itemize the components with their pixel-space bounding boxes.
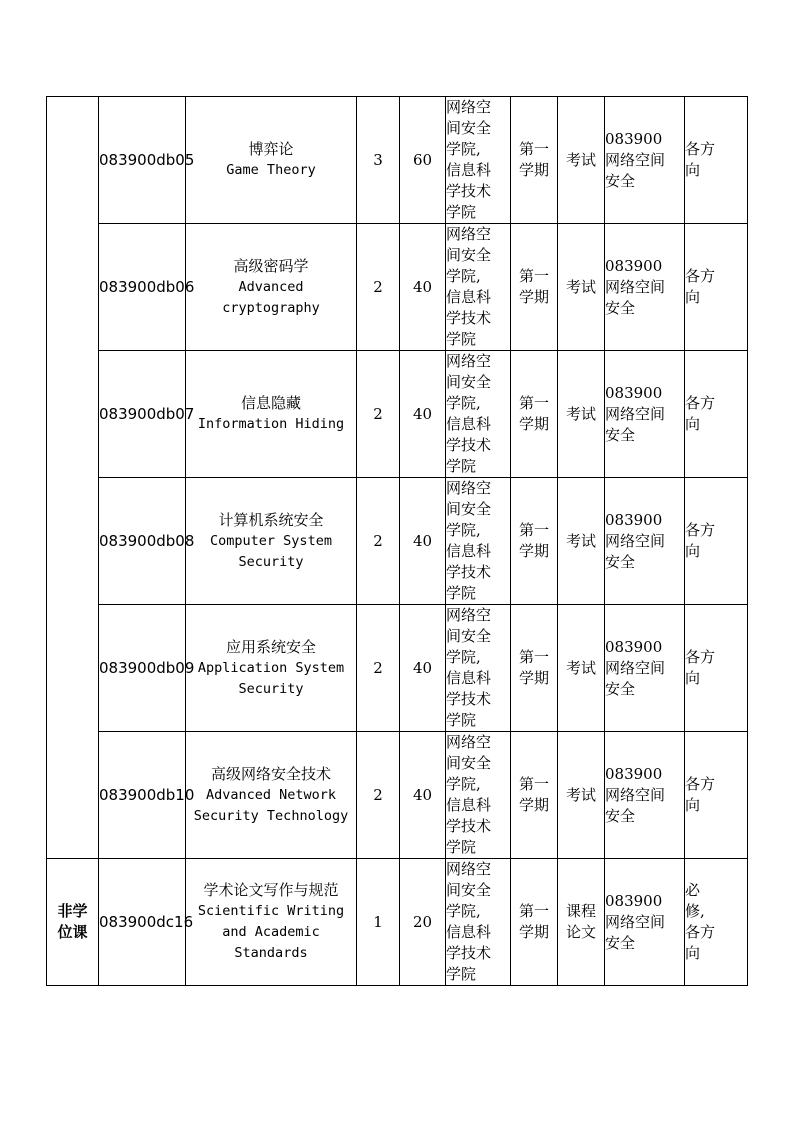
department-line: 信息科 bbox=[446, 288, 492, 306]
course-name-en: Security bbox=[238, 553, 304, 570]
major-line: 安全 bbox=[605, 933, 636, 952]
table-row bbox=[47, 732, 748, 859]
course-name-en: Standards bbox=[234, 945, 308, 961]
category-cell-empty bbox=[47, 97, 99, 859]
department bbox=[446, 859, 511, 986]
hours: 60 bbox=[400, 97, 446, 224]
category-line: 位课 bbox=[57, 923, 88, 941]
department bbox=[446, 224, 511, 351]
exam-type bbox=[558, 224, 605, 351]
exam-line: 考试 bbox=[565, 404, 596, 423]
major bbox=[605, 97, 685, 224]
table-row bbox=[47, 605, 748, 732]
course-name bbox=[186, 224, 357, 351]
major bbox=[605, 605, 685, 732]
course-name bbox=[186, 859, 357, 986]
course-name bbox=[186, 351, 357, 478]
major-line: 安全 bbox=[605, 552, 636, 571]
table-row bbox=[47, 478, 748, 605]
department-line: 学院, bbox=[446, 902, 481, 920]
semester-line: 第一 bbox=[518, 521, 549, 539]
credits: 2 bbox=[357, 351, 400, 478]
direction-line: 必 bbox=[685, 881, 701, 899]
department-line: 学技术 bbox=[446, 436, 492, 454]
direction-line: 向 bbox=[685, 288, 701, 306]
department-line: 信息科 bbox=[446, 669, 492, 687]
semester-line: 学期 bbox=[518, 669, 549, 687]
course-name-en: Game Theory bbox=[226, 162, 316, 178]
major-line: 083900 bbox=[605, 510, 663, 529]
department-line: 网络空 bbox=[446, 860, 492, 878]
direction bbox=[685, 732, 748, 859]
major-line: 安全 bbox=[605, 298, 636, 317]
major-line: 网络空间 bbox=[605, 277, 666, 296]
major-line: 083900 bbox=[605, 891, 663, 910]
credits: 2 bbox=[357, 478, 400, 605]
major-line: 安全 bbox=[605, 806, 636, 825]
exam-line: 考试 bbox=[565, 150, 596, 169]
course-name-en: Security bbox=[238, 680, 304, 697]
exam-line: 考试 bbox=[565, 785, 596, 804]
table-row bbox=[47, 97, 748, 224]
department-line: 学院, bbox=[446, 140, 481, 158]
direction-line: 各方 bbox=[685, 267, 716, 285]
department-line: 网络空 bbox=[446, 733, 492, 751]
direction-line: 各方 bbox=[685, 923, 716, 941]
exam-line: 论文 bbox=[565, 923, 596, 941]
major-line: 网络空间 bbox=[605, 150, 666, 169]
semester bbox=[511, 605, 558, 732]
credits: 3 bbox=[357, 97, 400, 224]
semester bbox=[511, 97, 558, 224]
course-name bbox=[186, 97, 357, 224]
department-line: 网络空 bbox=[446, 352, 492, 370]
course-name-cn: 信息隐藏 bbox=[240, 394, 301, 412]
department-line: 学院 bbox=[446, 584, 477, 602]
major bbox=[605, 478, 685, 605]
course-name-en: cryptography bbox=[222, 299, 320, 316]
semester bbox=[511, 859, 558, 986]
major-line: 083900 bbox=[605, 256, 663, 275]
direction-line: 各方 bbox=[685, 648, 716, 666]
course-name-en: and Academic bbox=[222, 924, 320, 940]
exam-line: 考试 bbox=[565, 531, 596, 550]
department-line: 间安全 bbox=[446, 627, 492, 645]
department-line: 信息科 bbox=[446, 161, 492, 179]
course-name bbox=[186, 478, 357, 605]
direction bbox=[685, 859, 748, 986]
course-code: 083900db06 bbox=[99, 224, 186, 351]
direction bbox=[685, 224, 748, 351]
department-line: 学技术 bbox=[446, 309, 492, 327]
exam-line: 考试 bbox=[565, 658, 596, 677]
major-line: 安全 bbox=[605, 171, 636, 190]
department-line: 学院 bbox=[446, 965, 477, 983]
major bbox=[605, 732, 685, 859]
course-name-en: Application System bbox=[197, 659, 345, 676]
course-code: 083900dc16 bbox=[99, 859, 186, 986]
exam-type bbox=[558, 97, 605, 224]
department-line: 学院, bbox=[446, 394, 481, 412]
course-name-cn: 高级网络安全技术 bbox=[210, 764, 331, 783]
credits: 2 bbox=[357, 224, 400, 351]
department bbox=[446, 478, 511, 605]
department bbox=[446, 732, 511, 859]
department-line: 学院 bbox=[446, 457, 477, 475]
course-name-cn: 学术论文写作与规范 bbox=[203, 881, 339, 899]
direction bbox=[685, 97, 748, 224]
major-line: 安全 bbox=[605, 679, 636, 698]
course-name-en: Computer System bbox=[210, 532, 332, 549]
major-line: 网络空间 bbox=[605, 404, 666, 423]
category-non-degree bbox=[47, 859, 99, 986]
department-line: 网络空 bbox=[446, 606, 492, 624]
major-line: 网络空间 bbox=[605, 785, 666, 804]
semester bbox=[511, 351, 558, 478]
direction-line: 各方 bbox=[685, 775, 716, 793]
major-line: 083900 bbox=[605, 383, 663, 402]
department-line: 网络空 bbox=[446, 479, 492, 497]
course-name-cn: 高级密码学 bbox=[233, 256, 309, 275]
course-name-en: Advanced bbox=[238, 278, 304, 295]
department-line: 学技术 bbox=[446, 182, 492, 200]
course-table bbox=[46, 96, 748, 986]
course-name-en: Scientific Writing bbox=[197, 903, 345, 919]
direction-line: 向 bbox=[685, 542, 701, 560]
hours: 20 bbox=[400, 859, 446, 986]
department-line: 间安全 bbox=[446, 754, 492, 772]
major bbox=[605, 859, 685, 986]
semester-line: 学期 bbox=[518, 542, 549, 560]
direction-line: 向 bbox=[685, 669, 701, 687]
department-line: 信息科 bbox=[446, 923, 492, 941]
exam-line: 课程 bbox=[565, 902, 596, 920]
department-line: 学院 bbox=[446, 711, 477, 729]
semester-line: 第一 bbox=[518, 648, 549, 666]
direction-line: 各方 bbox=[685, 521, 716, 539]
table-row bbox=[47, 351, 748, 478]
table-row bbox=[47, 224, 748, 351]
department-line: 间安全 bbox=[446, 119, 492, 137]
direction-line: 向 bbox=[685, 796, 701, 814]
exam-type bbox=[558, 605, 605, 732]
hours: 40 bbox=[400, 478, 446, 605]
course-name-cn: 博弈论 bbox=[248, 140, 294, 158]
hours: 40 bbox=[400, 351, 446, 478]
department-line: 间安全 bbox=[446, 500, 492, 518]
course-name-cn: 计算机系统安全 bbox=[218, 510, 324, 529]
semester-line: 第一 bbox=[518, 140, 549, 158]
department-line: 间安全 bbox=[446, 373, 492, 391]
semester-line: 学期 bbox=[518, 796, 549, 814]
major bbox=[605, 224, 685, 351]
course-name bbox=[186, 732, 357, 859]
department-line: 学院, bbox=[446, 775, 481, 793]
semester-line: 学期 bbox=[518, 288, 549, 306]
direction-line: 各方 bbox=[685, 394, 716, 412]
course-code: 083900db05 bbox=[99, 97, 186, 224]
course-code: 083900db07 bbox=[99, 351, 186, 478]
credits: 2 bbox=[357, 732, 400, 859]
semester-line: 第一 bbox=[518, 267, 549, 285]
department-line: 学院 bbox=[446, 330, 477, 348]
semester-line: 学期 bbox=[518, 923, 549, 941]
hours: 40 bbox=[400, 605, 446, 732]
exam-line: 考试 bbox=[565, 277, 596, 296]
major bbox=[605, 351, 685, 478]
course-name bbox=[186, 605, 357, 732]
course-name-cn: 应用系统安全 bbox=[225, 637, 316, 656]
department bbox=[446, 97, 511, 224]
department-line: 学院, bbox=[446, 521, 481, 539]
exam-type bbox=[558, 859, 605, 986]
major-line: 083900 bbox=[605, 637, 663, 656]
department-line: 学技术 bbox=[446, 563, 492, 581]
department-line: 网络空 bbox=[446, 98, 492, 116]
department-line: 学技术 bbox=[446, 817, 492, 835]
direction bbox=[685, 605, 748, 732]
major-line: 网络空间 bbox=[605, 531, 666, 550]
semester-line: 第一 bbox=[518, 775, 549, 793]
department-line: 间安全 bbox=[446, 881, 492, 899]
major-line: 083900 bbox=[605, 764, 663, 783]
credits: 2 bbox=[357, 605, 400, 732]
direction bbox=[685, 478, 748, 605]
credits: 1 bbox=[357, 859, 400, 986]
course-name-en: Advanced Network bbox=[205, 786, 337, 803]
department-line: 信息科 bbox=[446, 415, 492, 433]
course-code: 083900db09 bbox=[99, 605, 186, 732]
course-code: 083900db08 bbox=[99, 478, 186, 605]
department-line: 学院, bbox=[446, 648, 481, 666]
department bbox=[446, 605, 511, 732]
category-line: 非学 bbox=[57, 902, 88, 920]
semester-line: 第一 bbox=[518, 902, 549, 920]
direction-line: 各方 bbox=[685, 140, 716, 158]
semester bbox=[511, 732, 558, 859]
direction-line: 向 bbox=[685, 161, 701, 179]
department-line: 信息科 bbox=[446, 796, 492, 814]
exam-type bbox=[558, 478, 605, 605]
semester-line: 学期 bbox=[518, 415, 549, 433]
department-line: 学院 bbox=[446, 838, 477, 856]
department-line: 学院, bbox=[446, 267, 481, 285]
course-code: 083900db10 bbox=[99, 732, 186, 859]
direction bbox=[685, 351, 748, 478]
major-line: 安全 bbox=[605, 425, 636, 444]
major-line: 083900 bbox=[605, 129, 663, 148]
major-line: 网络空间 bbox=[605, 912, 666, 931]
semester-line: 学期 bbox=[518, 161, 549, 179]
department-line: 学院 bbox=[446, 203, 477, 221]
department-line: 学技术 bbox=[446, 944, 492, 962]
department bbox=[446, 351, 511, 478]
exam-type bbox=[558, 732, 605, 859]
exam-type bbox=[558, 351, 605, 478]
major-line: 网络空间 bbox=[605, 658, 666, 677]
course-name-en: Security Technology bbox=[193, 807, 349, 824]
direction-line: 向 bbox=[685, 944, 701, 962]
table-row bbox=[47, 859, 748, 986]
semester-line: 第一 bbox=[518, 394, 549, 412]
department-line: 网络空 bbox=[446, 225, 492, 243]
direction-line: 修, bbox=[685, 902, 705, 920]
course-name-en: Information Hiding bbox=[197, 416, 345, 432]
semester bbox=[511, 224, 558, 351]
hours: 40 bbox=[400, 732, 446, 859]
semester bbox=[511, 478, 558, 605]
department-line: 间安全 bbox=[446, 246, 492, 264]
department-line: 信息科 bbox=[446, 542, 492, 560]
department-line: 学技术 bbox=[446, 690, 492, 708]
hours: 40 bbox=[400, 224, 446, 351]
direction-line: 向 bbox=[685, 415, 701, 433]
